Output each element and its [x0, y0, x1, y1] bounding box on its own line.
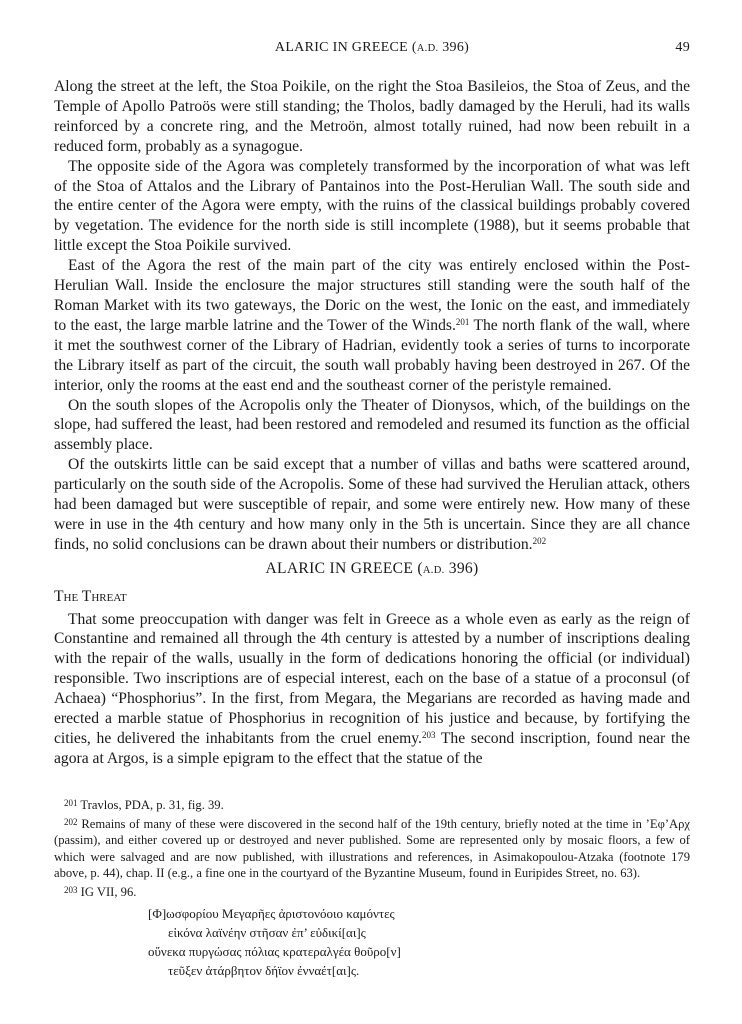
- footnote-203: [54, 882, 690, 901]
- inscription-line: οὕνεκα πυργώσας πόλιας κρατεραλγέα θοῦρο[ν]: [148, 943, 401, 959]
- footnote-202: [54, 814, 690, 882]
- section-heading: ALARIC IN GREECE (A.D. 396): [265, 559, 479, 577]
- paragraph: The opposite side of the Agora was completely transformed by the incorporation of what was left of the Stoa of Attalos and the Library of Pantainos into the Post-Herulian Wall. The south side and the entire center of the Agora were empty, with the ruins of the classical buildings probably covered by vegetation. The evidence for the north side is still incomplete (1988), but it seems probable that little except the Stoa Poikile survived.: [54, 157, 690, 255]
- footnote-number: 202: [64, 816, 78, 827]
- inscription-line: τεῦξεν ἀτάρβητον δήϊον ἐνναέτ[αι]ς.: [168, 963, 360, 979]
- footnote-ref[interactable]: 202: [532, 535, 547, 546]
- paragraph-text: Of the outskirts little can be said except that a number of villas and baths were scattered around, particularly on the south side of the Acropolis. Some of these had survived the Herulian attack, others had been damaged but were susceptible of repair, and some were entirely new. How many of these were in use in the 4th century and how many only in the 5th is uncertain. Since they are all chance finds, no solid conclusions can be drawn about their numbers or distribution.: [54, 456, 690, 553]
- footnote-201: [54, 795, 690, 814]
- subsection-heading: The Threat: [54, 587, 127, 605]
- paragraph: Along the street at the left, the Stoa Poikile, on the right the Stoa Basileios, the Stoa of Zeus, and the Temple of Apollo Patroös were still standing; the Tholos, badly damaged by the Heruli, had its walls reinforced by a concrete ring, and the Metroön, almost totally ruined, had now been rebuilt in a reduced form, probably as a synagogue.: [54, 78, 690, 155]
- inscription-line: εἰκόνα λαϊνέην στῆσαν ἐπ’ εὐδικί[αι]ς: [168, 924, 366, 940]
- footnote-ref[interactable]: 203: [421, 730, 436, 740]
- footnote-text: Remains of many of these were discovered in the second half of the 19th century, briefly noted at the time in ’Εφ’Αρχ (passim), and either covered up or destroyed and never published. Some are represented only by mosaic floors, a few of which were salvaged and are now published, with illustrations and references, in Asimakopoulou-Atzaka (footnote 179 above, p. 44), chap. II (e.g., a fine one in the courtyard of the Byzantine Museum, found in Euripides Street, no. 63).: [54, 816, 691, 881]
- body-text: [54, 77, 690, 769]
- running-title: ALARIC IN GREECE (A.D. 396): [274, 40, 470, 55]
- paragraph: [54, 455, 690, 555]
- paragraph: [54, 256, 690, 395]
- footnote-number: 201: [64, 798, 78, 808]
- running-head: [54, 40, 690, 60]
- paragraph: On the south slopes of the Acropolis only the Theater of Dionysos, which, of the buildings on the slope, had suffered the least, had been restored and remodeled and resumed its function as the official assembly place.: [54, 396, 690, 454]
- paragraph-text: The north flank of the wall, where it met the southwest corner of the Library of Hadrian, evidently took a series of turns to incorporate the Library itself as part of the circuit, the south wall probably having been destroyed in 267. Of the interior, only the rooms at the east end and the southeast corner of the peristyle remained.: [54, 316, 690, 394]
- footnotes: [54, 795, 690, 980]
- footnote-number: 203: [64, 884, 78, 895]
- paragraph-text: The second inscription, found near the agora at Argos, is a simple epigram to the effect that the statue of the: [54, 730, 691, 767]
- paragraph-text: That some preoccupation with danger was felt in Greece as a whole even as early as the reign of Constantine and remained all through the 4th century is attested by a number of inscriptions dealing with the repair of the walls, usually in the form of dedications honoring the official (or individual) responsible. Two inscriptions are of especial interest, each on the base of a statue of a proconsul (of Achaea) “Phosphorius”. In the first, from Megara, the Megarians are recorded as having made and erected a marble statue of Phosphorius in recognition of his justice and because, by fortifying the cities, he delivered the inhabitants from the cruel enemy.: [54, 610, 690, 747]
- footnote-text: IG VII, 96.: [80, 884, 137, 899]
- footnote-ref[interactable]: 201: [455, 316, 470, 327]
- page-number: 49: [675, 40, 690, 55]
- greek-inscription: [148, 904, 690, 981]
- footnote-text: Travlos, PDA, p. 31, fig. 39.: [80, 798, 224, 812]
- inscription-line: [Φ]ωσφορίου Μεγαρῆες ἀριστονόοιο καμόντες: [148, 905, 395, 921]
- paragraph: [54, 610, 690, 769]
- paragraph-text: East of the Agora the rest of the main part of the city was entirely enclosed within the Post-Herulian Wall. Inside the enclosure the major structures still standing were the south half of the Roman Market with its two gateways, the Doric on the west, the Ionic on the east, and immediately to the east, the large marble latrine and the Tower of the Winds.: [54, 257, 690, 334]
